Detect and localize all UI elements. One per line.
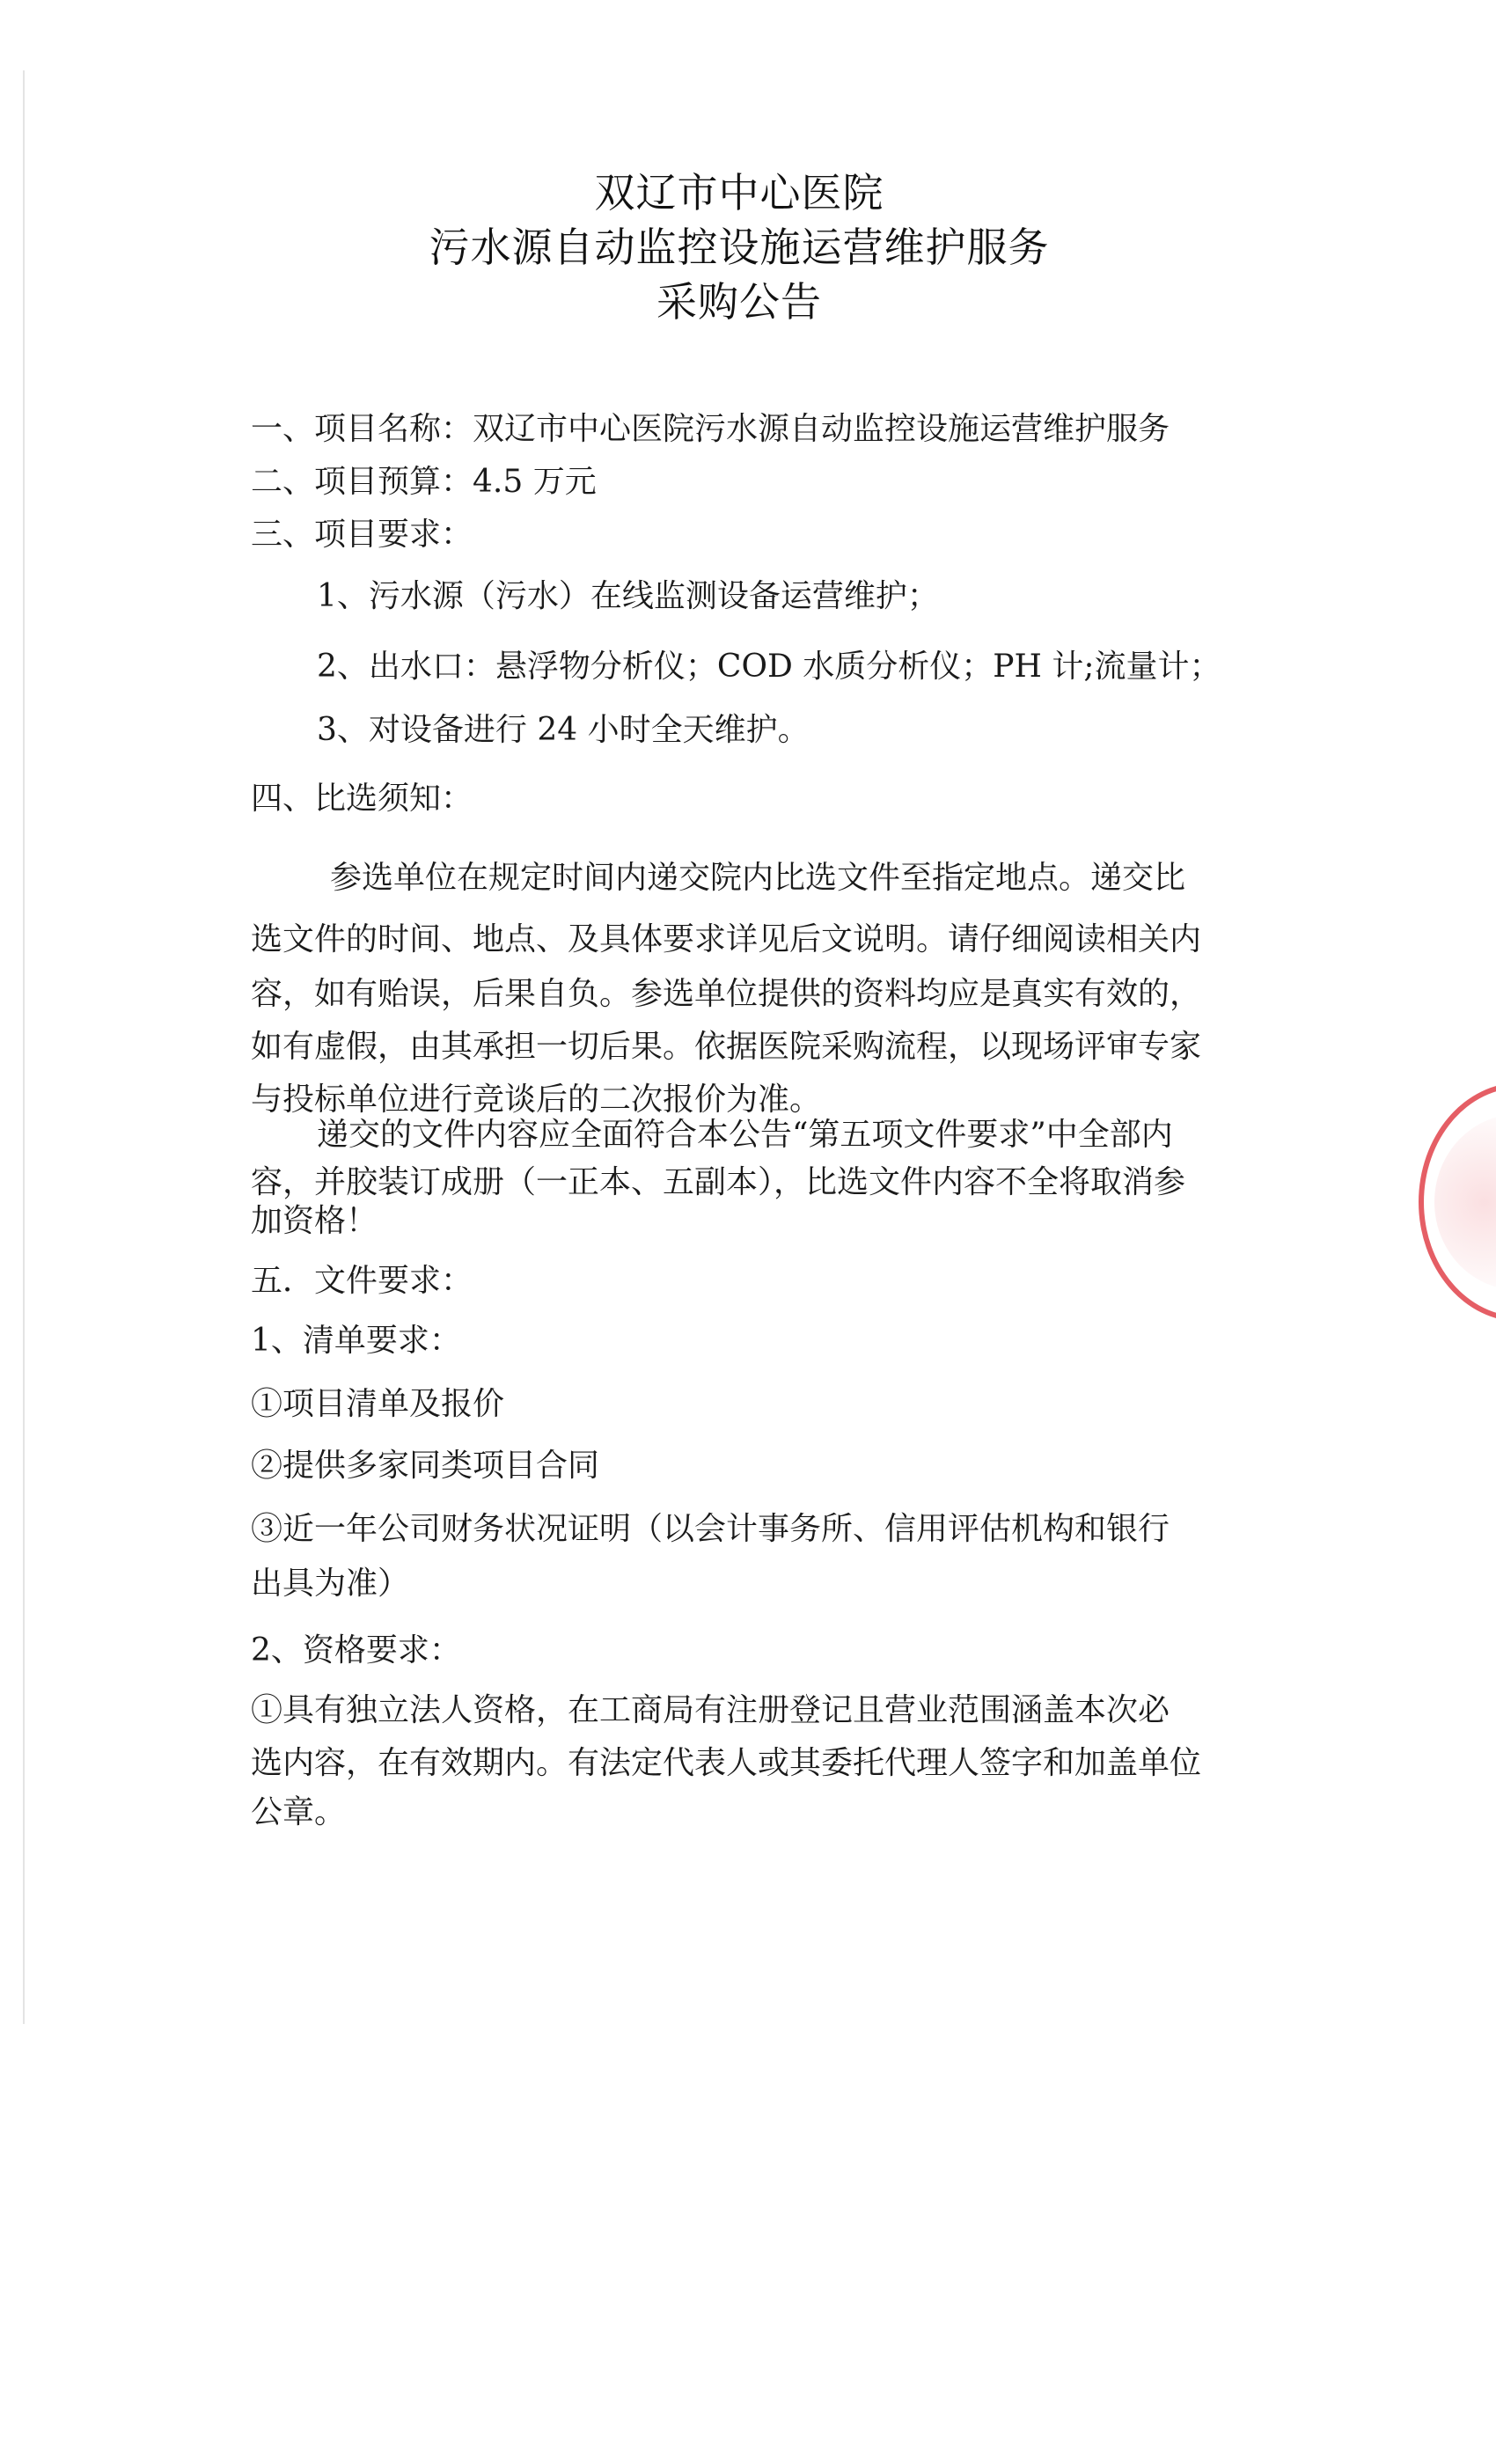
item-project-requirements-heading: 三、项目要求： [251, 517, 473, 553]
list-requirements-heading: 1、清单要求： [251, 1323, 461, 1359]
notice-paragraph-2-line-2: 容，并胶装订成册（一正本、五副本），比选文件内容不全将取消参 [251, 1164, 1186, 1200]
official-seal [1419, 1082, 1496, 1322]
notice-paragraph-1-line-1: 参选单位在规定时间内递交院内比选文件至指定地点。递交比 [330, 860, 1186, 896]
notice-paragraph-2-line-3: 加资格！ [251, 1203, 378, 1239]
qualification-requirement-1-line-3: 公章。 [251, 1794, 347, 1830]
scan-page-edge [23, 70, 25, 2024]
official-seal-fill [1434, 1114, 1496, 1290]
list-requirement-3-line-2: 出具为准） [251, 1566, 410, 1602]
item-file-requirements-heading: 五．文件要求： [251, 1263, 473, 1299]
title-hospital-name: 双辽市中心医院 [594, 169, 884, 216]
qualification-requirement-1-line-1: ①具有独立法人资格，在工商局有注册登记且营业范围涵盖本次必 [251, 1692, 1170, 1728]
item-selection-notice-heading: 四、比选须知： [251, 781, 473, 817]
notice-paragraph-1-line-5: 与投标单位进行竞谈后的二次报价为准。 [251, 1082, 822, 1118]
list-requirement-2: ②提供多家同类项目合同 [251, 1448, 600, 1484]
notice-paragraph-1-line-3: 容，如有贻误，后果自负。参选单位提供的资料均应是真实有效的， [251, 976, 1202, 1012]
requirement-3: 3、对设备进行 24 小时全天维护。 [317, 712, 810, 748]
title-service-name: 污水源自动监控设施运营维护服务 [429, 224, 1050, 271]
requirement-2: 2、出水口：悬浮物分析仪；COD 水质分析仪；PH 计;流量计； [317, 649, 1221, 685]
list-requirement-1: ①项目清单及报价 [251, 1386, 505, 1422]
notice-paragraph-2-line-1: 递交的文件内容应全面符合本公告“第五项文件要求”中全部内 [317, 1117, 1173, 1153]
document-title [0, 165, 1496, 329]
requirement-1: 1、污水源（污水）在线监测设备运营维护； [317, 578, 939, 614]
notice-paragraph-1-line-2: 选文件的时间、地点、及具体要求详见后文说明。请仔细阅读相关内 [251, 921, 1202, 957]
list-requirement-3-line-1: ③近一年公司财务状况证明（以会计事务所、信用评估机构和银行 [251, 1511, 1170, 1547]
item-project-budget: 二、项目预算：4.5 万元 [251, 464, 597, 500]
qualification-requirement-1-line-2: 选内容，在有效期内。有法定代表人或其委托代理人签字和加盖单位 [251, 1745, 1202, 1781]
notice-paragraph-1-line-4: 如有虚假，由其承担一切后果。依据医院采购流程，以现场评审专家 [251, 1029, 1202, 1065]
item-project-name: 一、项目名称：双辽市中心医院污水源自动监控设施运营维护服务 [251, 411, 1170, 447]
qualification-requirements-heading: 2、资格要求： [251, 1632, 461, 1668]
title-announcement: 采购公告 [656, 278, 822, 326]
